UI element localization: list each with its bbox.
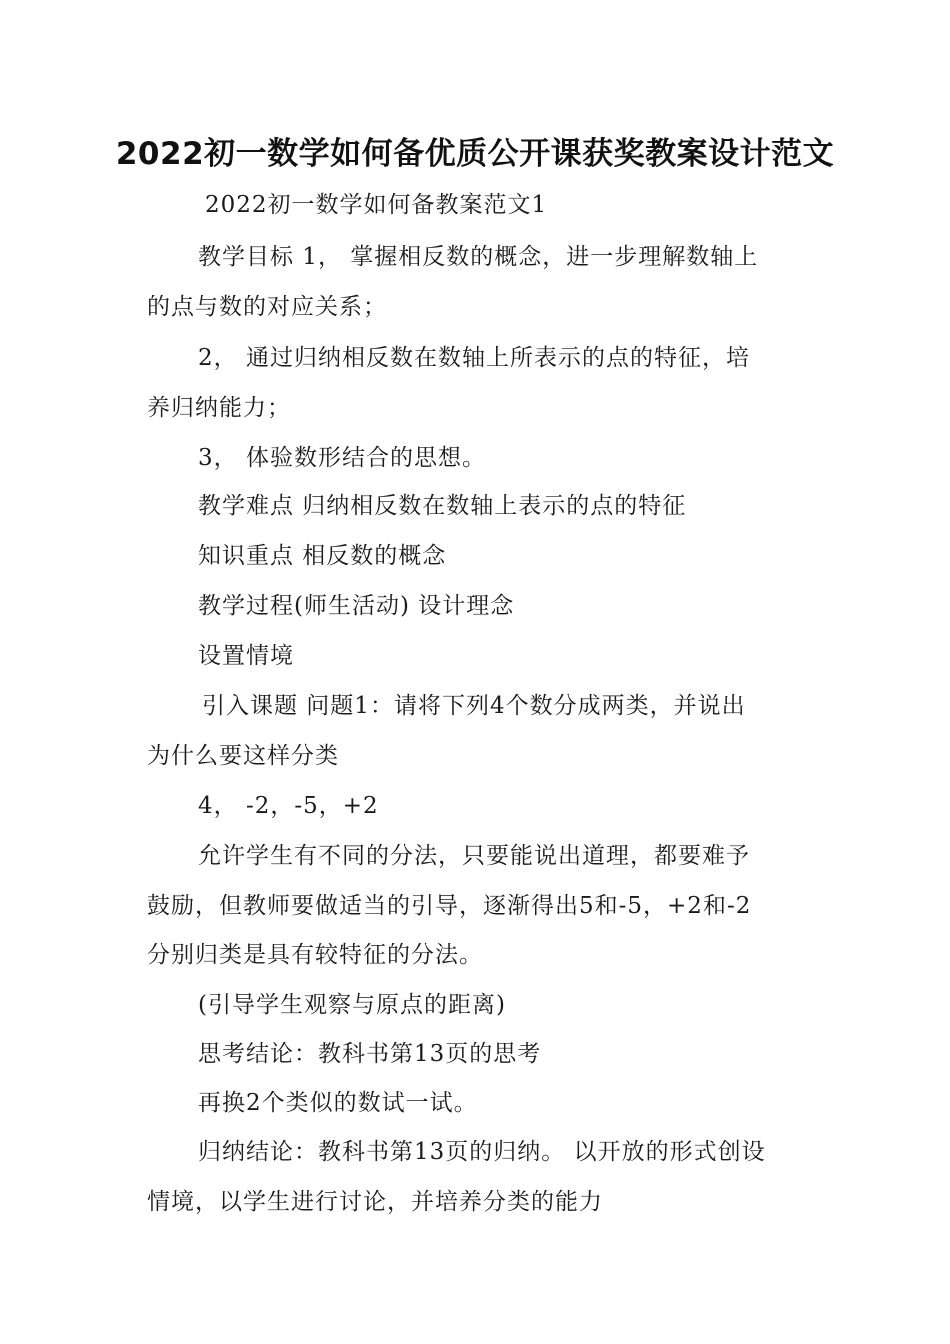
text-line: 分别归类是具有较特征的分法。 bbox=[147, 942, 483, 968]
text-line: 情境，以学生进行讨论，并培养分类的能力 bbox=[147, 1189, 603, 1215]
text-line: 教学过程(师生活动) 设计理念 bbox=[198, 593, 515, 619]
text-line: 教学难点 归纳相反数在数轴上表示的点的特征 bbox=[198, 493, 687, 519]
text-line: 归纳结论：教科书第13页的归纳。 以开放的形式创设 bbox=[198, 1139, 766, 1165]
text-line: 引入课题 问题1：请将下列4个数分成两类，并说出 bbox=[202, 693, 746, 719]
text-line: 2022初一数学如何备教案范文1 bbox=[205, 192, 548, 218]
text-line: 4， -2，-5，+2 bbox=[198, 793, 379, 819]
text-line: 教学目标 1， 掌握相反数的概念，进一步理解数轴上 bbox=[198, 244, 759, 270]
text-line: 为什么要这样分类 bbox=[147, 743, 339, 769]
text-line: 鼓励，但教师要做适当的引导，逐渐得出5和-5，+2和-2 bbox=[147, 893, 752, 919]
text-line: (引导学生观察与原点的距离) bbox=[198, 992, 506, 1018]
text-line: 3， 体验数形结合的思想。 bbox=[198, 445, 486, 471]
text-line: 知识重点 相反数的概念 bbox=[198, 543, 447, 569]
text-line: 再换2个类似的数试一试。 bbox=[198, 1090, 478, 1116]
document-title: 2022初一数学如何备优质公开课获奖教案设计范文 bbox=[115, 136, 835, 172]
text-line: 设置情境 bbox=[198, 643, 294, 669]
text-line: 允许学生有不同的分法，只要能说出道理，都要难予 bbox=[198, 843, 750, 869]
text-line: 养归纳能力； bbox=[147, 395, 291, 421]
text-line: 2， 通过归纳相反数在数轴上所表示的点的特征，培 bbox=[198, 345, 750, 371]
text-line: 的点与数的对应关系； bbox=[147, 294, 387, 320]
text-line: 思考结论：教科书第13页的思考 bbox=[198, 1041, 542, 1067]
